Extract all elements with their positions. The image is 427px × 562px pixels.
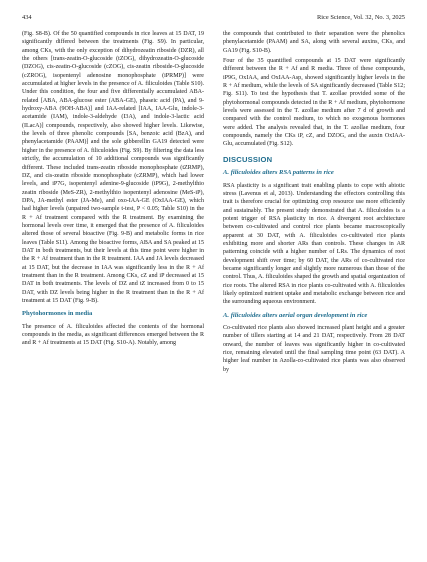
body-paragraph: The presence of A. filiculoides affected the contents of the hormonal compounds in the media, as significant differences emerged between the R and R + Af treatments at 15 DAT (Fig. S10-A). Notably, among [22,323,204,347]
body-paragraph: Four of the 35 quantified compounds at 15 DAT were significantly different between the R + Af and R media. Three of these compounds, iP9G, OxIAA, and OxIAA-Asp, showed significantly higher levels in the R + Af medium, while the levels of SA significantly decreased (Table S12; Fig. S11). To test the hypothesis that T. azollae provided some of the phytohormonal compounds detected in the R + Af medium, phytohormone levels were assessed in the T. azollae medium after 7 d of growth and compared with the control medium, to which no exogenous hormones were added. The analysis revealed that, in the T. azollae medium, four compounds, namely the CKs iP, cZ, and DZOG, and the auxin OxIAA-Glu, accumulated (Fig. S12). [223,58,405,148]
body-paragraph: RSA plasticity is a significant trait enabling plants to cope with abiotic stress (Lavenus et al, 2013). Understanding the effectors controlling this trait is therefore crucial for optimizing crop resource use more efficiently and sustainably. The present study demonstrated that A. filiculoides is a potent trigger of RSA plasticity in rice. A divergent root architecture between co-cultivated and control rice plants became macroscopically apparent at 30 DAT, with A. filiculoides co-cultivated rice plants exhibiting more and shorter ARs than controls. These changes in AR patterning coincide with a higher number of LRs. The dynamics of root development shift over time; by 60 DAT, the ARs of co-cultivated rice became significantly longer and slightly more numerous than those of the control. Thus, A. filiculoides shaped the growth and spatial organization of rice roots. The altered RSA in rice plants co-cultivated with A. filiculoides likely optimized nutrient uptake and metabolic exchange between rice and the surrounding aqueous environment. [223,182,405,306]
page-number: 434 [22,14,32,21]
body-paragraph: (Fig. S8-B). Of the 50 quantified compounds in rice leaves at 15 DAT, 19 significantly differed between the treatments (Fig. S9). In particular, among CKs, with the only exception of dihydrozeatin riboside (DZR), all the others [trans-zeatin-O-glucoside (tZOG), dihydrozeatin-O-glucoside (DZOG), cis-zeatin-O-glucoside (cZOG), cis-zeatin riboside-O-glucoside (cZROG), isopentenyl adenosine monophosphate (iPRMP)] were accumulated at higher levels in the presence of A. filiculoides (Table S10). Under this condition, the four and five differentially accumulated ABA-related [ABA, ABA-glucose ester (ABA-GE), phaseic acid (PA), and 9-hydroxy-ABA (9OH-ABA)] and IAA-related [IAA, IAA-Glu, indole-3-acetamide (IAM), indole-3-aldehyde (I3A), and indole-3-lactic acid (ILacA)] compounds, respectively, also showed higher levels. Likewise, the levels of three phenolic compounds [SA, benzoic acid (BzA), and phenylacetamide (PAAM)] and the sole gibberellin GA19 detected were higher in the presence of A. filiculoides (Fig. S9). By filtering the data less strictly, the accumulation of 10 additional compounds was significantly different. These included trans-zeatin riboside monophosphate (tZRMP), DZ, and cis-zeatin riboside monophosphate (cZRMP), which had lower levels, and iP7G, isopentenyl adenine-9-glucoside (iP9G), 2-methylthio zeatin riboside (MeS-ZR), 2-methylthio isopentenyl adenosine (MeS-iP), DPA, JA-methyl ester (JA-Me), and oxo-IAA-GE (OxIAA-GE), which had higher levels (unpaired two-sample t-test, P < 0.05; Table S10) in the R + Af treatment compared with the R treatment. By examining the hormonal levels over time, it emerged that the presence of A. filiculoides altered those of several bioactive (Fig. 9-B) and metabolic forms in rice leaves (Table S11). Among the bioactive forms, ABA and SA peaked at 15 DAT in both treatments, but their levels at this time point were higher in the R + Af treatment than in the R treatment. IAA and JA levels decreased at 15 DAT, but the decrease in IAA was significantly less in the R + Af treatment than in the R treatment. Among CKs, cZ and iP decreased at 15 DAT in both treatments. The levels of DZ and tZ increased from 0 to 15 DAT, with DZ levels being higher in the R treatment than in the R + Af treatment at 15 DAT (Fig. 9-B). [22,31,204,304]
subsection-heading: A. filiculoides alters aerial organ development in rice [223,311,368,319]
page-header [22,14,405,24]
right-column [223,30,405,374]
body-paragraph: the compounds that contributed to their separation were the phenolics phenylacetamide (PAAM) and SA, along with several auxins, CKs, and GA19 (Fig. S10-B). [223,31,405,54]
left-column [22,30,204,348]
subsection-heading: Phytohormones in media [22,310,93,318]
section-heading-discussion: DISCUSSION [223,154,273,164]
journal-citation: Rice Science, Vol. 32, No. 3, 2025 [317,14,405,21]
subsection-heading: A. filiculoides alters RSA patterns in rice [223,169,334,177]
body-paragraph: Co-cultivated rice plants also showed increased plant height and a greater number of tillers starting at 14 and 21 DAT, respectively. From 28 DAT onward, the number of leaves was significantly higher in co-cultivated rice, remaining elevated until the final sampling time point (63 DAT). A higher leaf number in Azolla-co-cultivated rice plants was also observed by [223,325,405,373]
